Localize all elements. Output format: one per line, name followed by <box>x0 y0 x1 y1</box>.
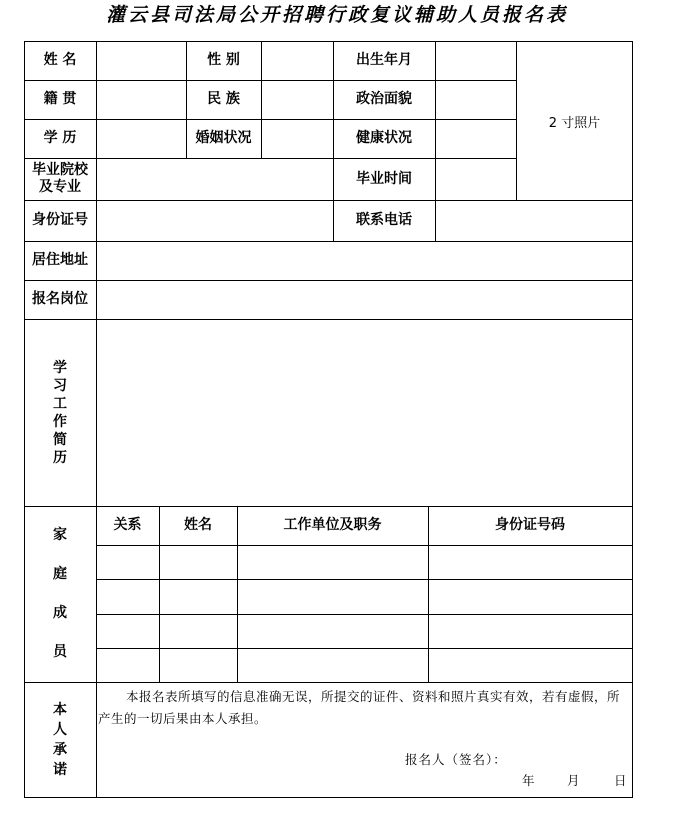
resume-char: 习 <box>53 377 67 394</box>
pledge-char: 诺 <box>53 761 67 778</box>
family-cell[interactable] <box>160 546 237 579</box>
family-cell[interactable] <box>97 546 159 579</box>
row-divider <box>24 682 633 683</box>
family-cell[interactable] <box>238 546 428 579</box>
resume-char: 工 <box>53 395 67 412</box>
school-label-line1: 毕业院校 <box>32 162 88 178</box>
education-label: 学 历 <box>43 130 77 146</box>
family-cell[interactable] <box>238 649 428 682</box>
family-cell[interactable] <box>97 580 159 614</box>
family-char: 庭 <box>53 566 67 582</box>
birth-field[interactable] <box>436 42 516 80</box>
family-header-name: 姓名 <box>184 517 212 533</box>
name-field[interactable] <box>97 42 186 80</box>
name-label: 姓 名 <box>43 52 77 68</box>
family-cell[interactable] <box>429 615 632 648</box>
school-label-line2: 及专业 <box>39 179 81 195</box>
pledge-char: 承 <box>53 741 67 758</box>
gender-field[interactable] <box>262 42 333 80</box>
birth-label: 出生年月 <box>356 52 412 68</box>
family-cell[interactable] <box>97 615 159 648</box>
health-field[interactable] <box>436 120 516 158</box>
address-label: 居住地址 <box>32 252 88 268</box>
date-day: 日 <box>614 773 627 788</box>
school-field[interactable] <box>97 159 333 200</box>
political-label: 政治面貌 <box>356 91 412 107</box>
resume-char: 历 <box>53 449 67 466</box>
ethnicity-label: 民 族 <box>207 91 240 107</box>
education-field[interactable] <box>97 120 186 158</box>
family-cell[interactable] <box>160 615 237 648</box>
family-header-id: 身份证号码 <box>495 517 565 533</box>
school-label <box>24 158 96 200</box>
political-field[interactable] <box>436 81 516 119</box>
family-cell[interactable] <box>238 615 428 648</box>
ethnicity-field[interactable] <box>262 81 333 119</box>
family-cell[interactable] <box>429 580 632 614</box>
family-cell[interactable] <box>238 580 428 614</box>
date-month: 月 <box>567 773 580 788</box>
resume-char: 简 <box>53 431 67 448</box>
pledge-label <box>24 682 96 797</box>
family-char: 家 <box>53 527 67 543</box>
signer-label: 报名人（签名）： <box>405 752 507 767</box>
position-label: 报名岗位 <box>32 291 88 307</box>
resume-char: 作 <box>53 413 67 430</box>
marital-label: 婚姻状况 <box>195 130 252 146</box>
address-field[interactable] <box>97 242 632 280</box>
id-number-field[interactable] <box>97 201 333 241</box>
table-border <box>24 797 633 798</box>
resume-char: 学 <box>53 359 67 376</box>
family-label <box>24 506 96 682</box>
family-cell[interactable] <box>160 580 237 614</box>
health-label: 健康状况 <box>356 130 412 146</box>
phone-field[interactable] <box>436 201 632 241</box>
gender-label: 性 别 <box>207 52 240 68</box>
family-cell[interactable] <box>160 649 237 682</box>
resume-label <box>24 319 96 506</box>
phone-label: 联系电话 <box>356 212 412 228</box>
family-header-employer: 工作单位及职务 <box>283 517 382 533</box>
grad-time-field[interactable] <box>436 159 516 200</box>
date-year: 年 <box>522 773 535 788</box>
native-field[interactable] <box>97 81 186 119</box>
native-label: 籍 贯 <box>43 91 77 107</box>
family-cell[interactable] <box>429 649 632 682</box>
family-char: 成 <box>53 605 67 621</box>
family-cell[interactable] <box>97 649 159 682</box>
form-title: 灌云县司法局公开招聘行政复议辅助人员报名表 <box>105 4 568 26</box>
family-cell[interactable] <box>429 546 632 579</box>
position-field[interactable] <box>97 281 632 319</box>
family-header-relation: 关系 <box>113 517 142 533</box>
resume-field[interactable] <box>97 320 632 506</box>
pledge-char: 本 <box>53 701 67 718</box>
table-border <box>632 41 633 798</box>
id-number-label: 身份证号 <box>32 212 88 228</box>
grad-time-label: 毕业时间 <box>356 170 412 187</box>
marital-field[interactable] <box>262 120 333 158</box>
family-char: 员 <box>53 644 67 660</box>
pledge-text: 本报名表所填写的信息准确无误，所提交的证件、资料和照片真实有效，若有虚假，所产生的一切后果由本人承担。 <box>98 689 621 726</box>
photo-placeholder[interactable]: 2 寸照片 <box>548 115 601 131</box>
pledge-char: 人 <box>53 721 67 738</box>
